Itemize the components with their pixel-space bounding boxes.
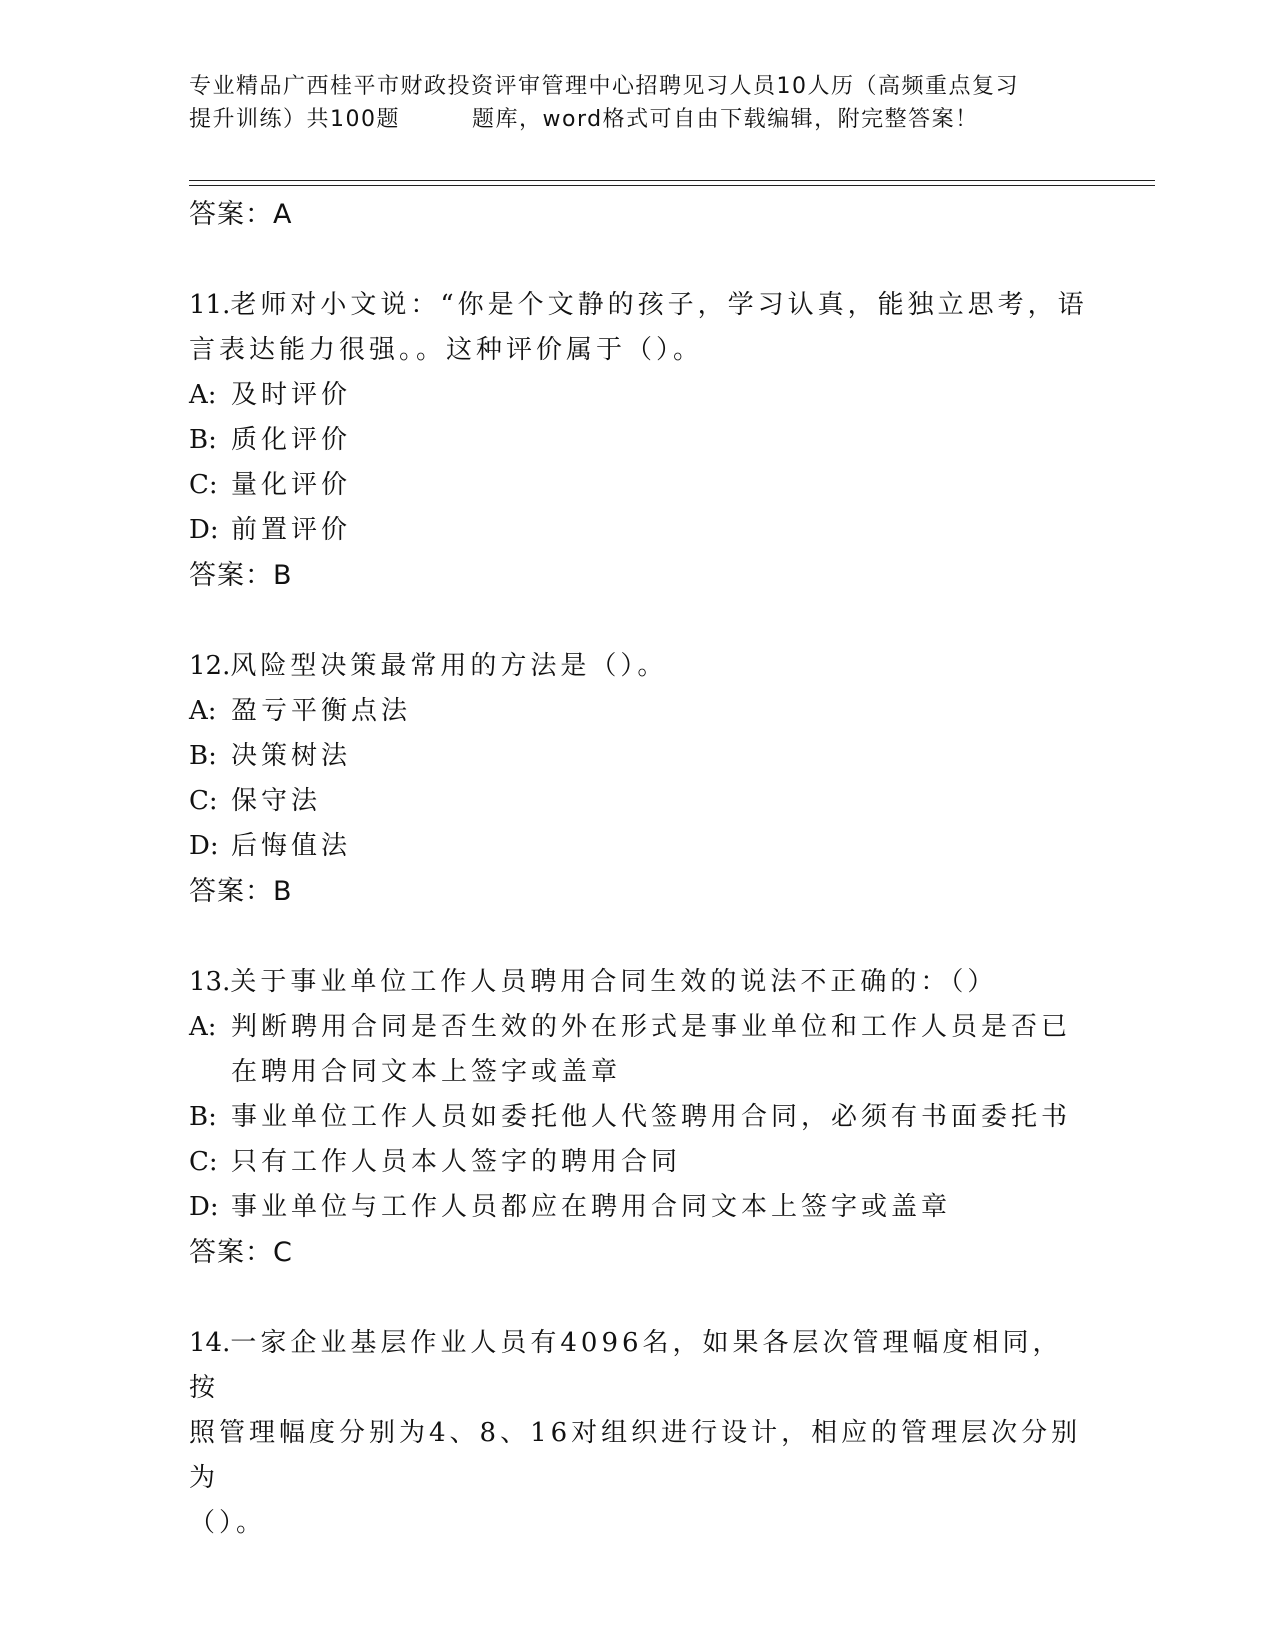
question-text [189, 644, 1089, 689]
header-rule [189, 180, 1155, 181]
question-text-line [189, 283, 1089, 328]
option-text: 后悔值法 [231, 831, 352, 861]
question-text-span: 风险型决策最常用的方法是（）。 [230, 651, 668, 681]
option-label: A: [189, 1012, 217, 1042]
question-text-span: 老师对小文说：“你是个文静的孩子，学习认真，能独立思考，语 [230, 290, 1088, 320]
answer-line: 答案：A [189, 199, 293, 230]
header-rule-thin [189, 185, 1155, 186]
option-text: 只有工作人员本人签字的聘用合同 [231, 1147, 682, 1177]
option-row [189, 1140, 1089, 1185]
option-label: D: [189, 1192, 219, 1222]
option-text: 事业单位工作人员如委托他人代签聘用合同，必须有书面委托书 [231, 1102, 1072, 1132]
option-label: D: [189, 831, 219, 861]
option-text: 决策树法 [231, 741, 352, 771]
header-line-2-start: 提升训练）共100题 [189, 107, 400, 132]
header-line-2-end: 题库，word格式可自由下载编辑，附完整答案！ [472, 107, 979, 132]
option-label: D: [189, 515, 219, 545]
question-block [189, 1321, 1089, 1546]
question-text-span: 照管理幅度分别为4、8、16对组织进行设计，相应的管理层次分别为 [189, 1418, 1082, 1493]
question-text-span: 言表达能力很强。。这种评价属于（）。 [189, 335, 704, 365]
option-label: C: [189, 1147, 218, 1177]
answer-line: 答案：C [189, 1237, 293, 1268]
option-row [189, 734, 1089, 779]
question-list [189, 192, 1089, 1546]
option-row [189, 1185, 1089, 1230]
question-text-line [189, 328, 1089, 373]
header-line-1: 专业精品广西桂平市财政投资评审管理中心招聘见习人员10人历（高频重点复习 [189, 74, 1019, 99]
option-row [189, 373, 1089, 418]
option-row [189, 508, 1089, 553]
answer-line: 答案：B [189, 876, 293, 907]
option-text: 及时评价 [231, 380, 352, 410]
option-label: B: [189, 425, 217, 455]
option-row [189, 824, 1089, 869]
question-text-line [189, 1411, 1089, 1501]
option-row [189, 463, 1089, 508]
option-text: 前置评价 [231, 515, 352, 545]
question-number: 14. [189, 1328, 231, 1358]
question-text-line [189, 1501, 1089, 1546]
option-label: A: [189, 696, 217, 726]
question-number: 11. [189, 290, 231, 320]
option-row [189, 418, 1089, 463]
answer-line: 答案：B [189, 560, 293, 591]
question-text [189, 1321, 1089, 1546]
question-text-line [189, 644, 1089, 689]
question-text-span: （）。 [189, 1508, 267, 1538]
header-line-2 [189, 103, 1069, 136]
option-text: 量化评价 [231, 470, 352, 500]
question-number: 12. [189, 651, 231, 681]
question-text [189, 960, 1089, 1005]
page-header [189, 70, 1069, 136]
option-text: 保守法 [231, 786, 322, 816]
option-label: B: [189, 1102, 217, 1132]
option-label: B: [189, 741, 217, 771]
question-block [189, 644, 1089, 914]
question-text [189, 283, 1089, 373]
question-text-span: 关于事业单位工作人员聘用合同生效的说法不正确的：（） [230, 967, 998, 997]
option-label: A: [189, 380, 217, 410]
option-label: C: [189, 786, 218, 816]
option-text: 盈亏平衡点法 [231, 696, 412, 726]
option-row [189, 779, 1089, 824]
option-text: 质化评价 [231, 425, 352, 455]
question-text-line [189, 960, 1089, 1005]
option-label: C: [189, 470, 218, 500]
option-row [189, 689, 1089, 734]
option-row [189, 1005, 1089, 1095]
question-text-line [189, 1321, 1089, 1411]
option-text: 判断聘用合同是否生效的外在形式是事业单位和工作人员是否已在聘用合同文本上签字或盖章 [231, 1012, 1072, 1087]
question-block [189, 283, 1089, 598]
question-block [189, 960, 1089, 1275]
option-text: 事业单位与工作人员都应在聘用合同文本上签字或盖章 [231, 1192, 952, 1222]
question-number: 13. [189, 967, 231, 997]
question-text-span: 一家企业基层作业人员有4096名，如果各层次管理幅度相同，按 [189, 1328, 1063, 1403]
option-row [189, 1095, 1089, 1140]
